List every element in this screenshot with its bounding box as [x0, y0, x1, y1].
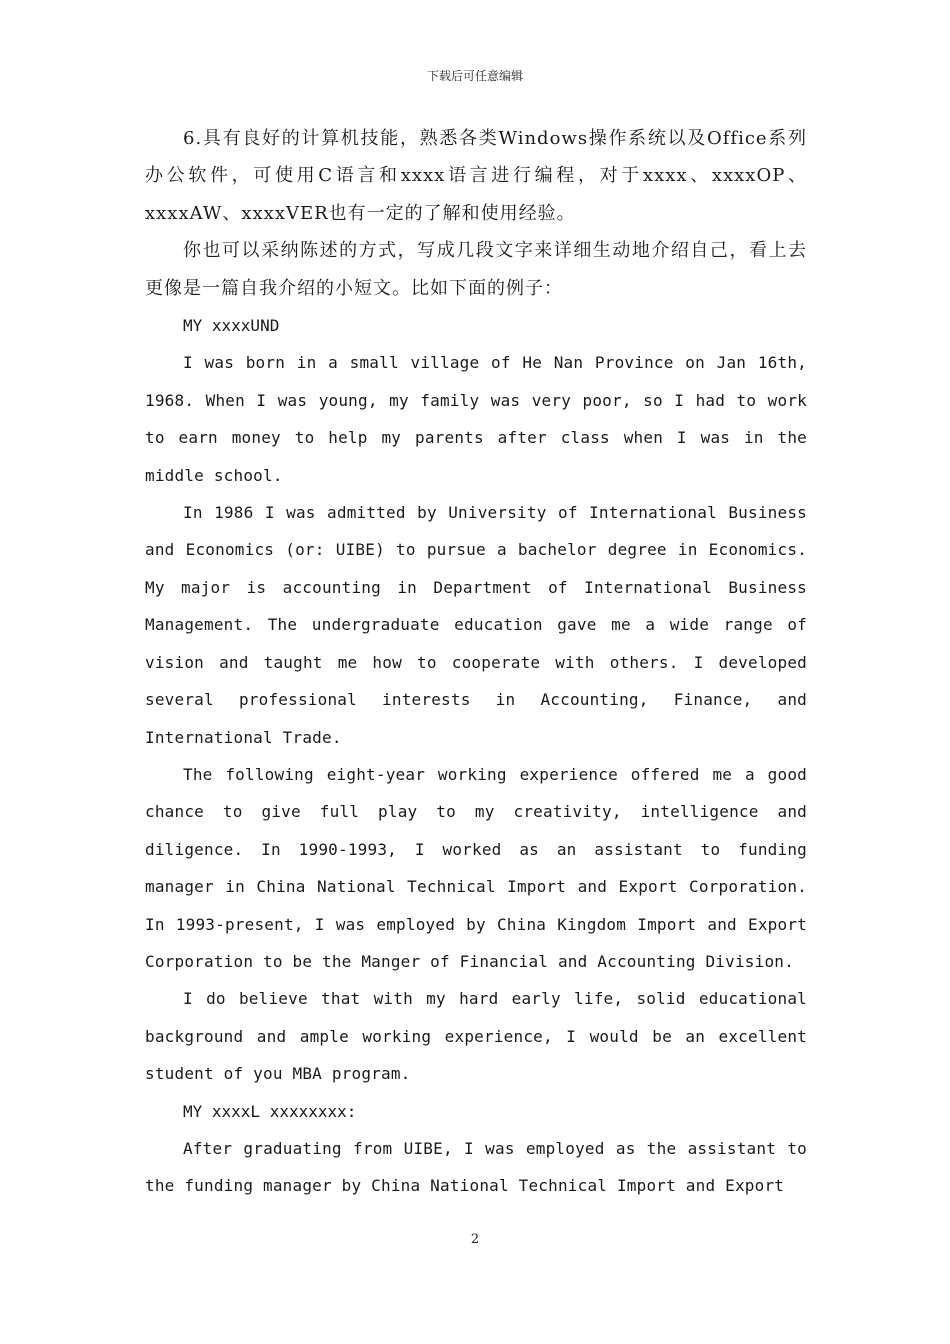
- paragraph-birth: I was born in a small village of He Nan Province on Jan 16th, 1968. When I was young, my family was very poor, so I had to work to earn money to help my parents after class when I was in the middle school.: [145, 353, 807, 485]
- paragraph-education: In 1986 I was admitted by University of International Business and Economics (or: UIBE) to pursue a bachelor degree in Economics. My major is accounting in Department of International Business Management. The undergraduate education gave me a wide range of vision and taught me how to cooperate with others. I developed several professional interests in Accounting, Finance, and International Trade.: [145, 503, 807, 747]
- page-header: 下载后可任意编辑: [426, 69, 523, 83]
- paragraph-work-experience: The following eight-year working experience offered me a good chance to give full play to my creativity, intelligence and diligence. In 1990-1993, I worked as an assistant to funding manager in China National Technical Import and Export Corporation. In 1993-present, I was employed by China Kingdom Import and Export Corporation to be the Manger of Financial and Accounting Division.: [145, 764, 807, 971]
- page-number: 2: [470, 1232, 480, 1247]
- paragraph-intro-note: 你也可以采纳陈述的方式，写成几段文字来详细生动地介绍自己，看上去更像是一篇自我介绍的小短文。比如下面的例子：: [145, 240, 807, 299]
- section-heading-goal: MY xxxxL xxxxxxxx:: [183, 1101, 357, 1121]
- paragraph-after-graduation: After graduating from UIBE, I was employed as the assistant to the funding manager by China National Technical Import and Export: [145, 1138, 807, 1196]
- section-heading-background: MY xxxxUND: [183, 316, 280, 336]
- paragraph-computer-skills: 6.具有良好的计算机技能，熟悉各类Windows操作系统以及Office系列办公软件，可使用C语言和xxxx语言进行编程，对于xxxx、xxxxOP、xxxxAW、xxxxVER也有一定的了解和使用经验。: [145, 128, 807, 224]
- document-body: [145, 120, 807, 1205]
- paragraph-conclusion: I do believe that with my hard early life, solid educational background and ample working experience, I would be an excellent student of you MBA program.: [145, 989, 807, 1084]
